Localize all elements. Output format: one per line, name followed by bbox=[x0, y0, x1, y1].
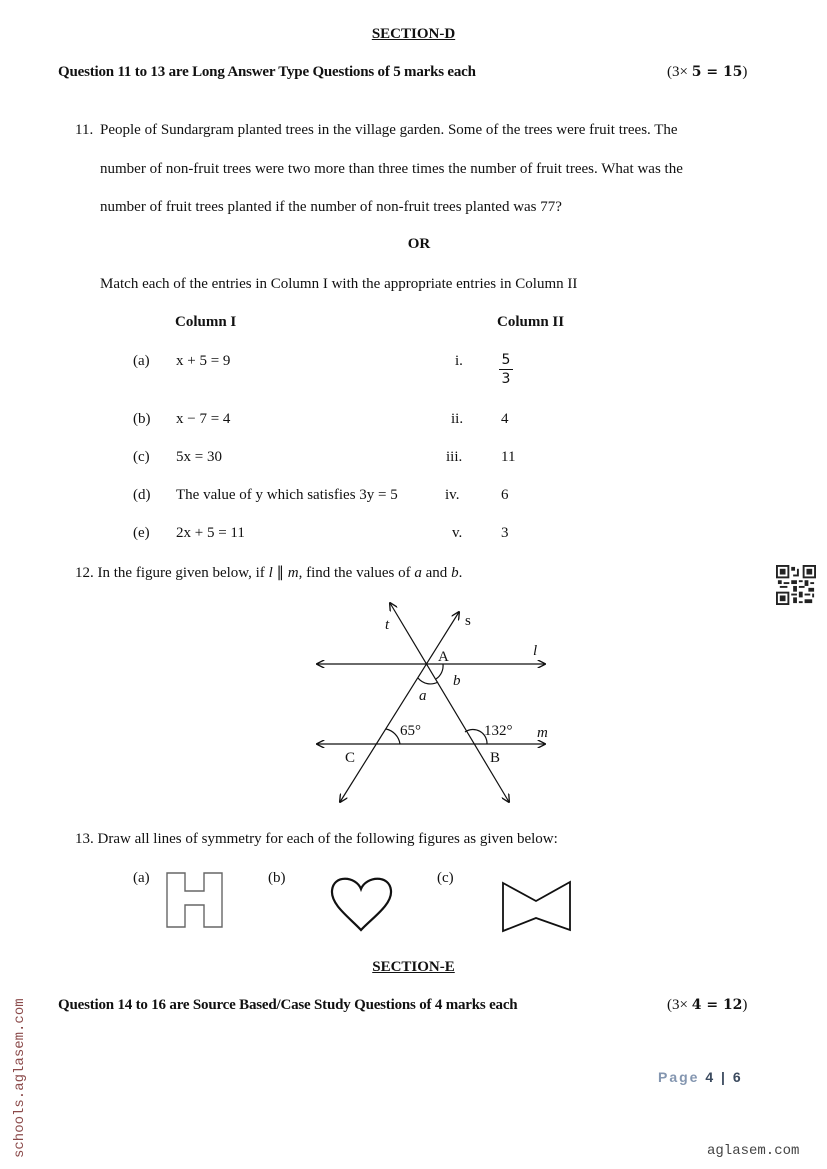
match-intro: Match each of the entries in Column I with the appropriate entries in Column II bbox=[100, 276, 578, 292]
label-B: B bbox=[490, 750, 501, 766]
q12-number: 12. bbox=[75, 565, 94, 581]
row-b-label: (b) bbox=[133, 411, 151, 427]
page-total: 6 bbox=[732, 1069, 743, 1085]
section-d-marks bbox=[667, 64, 747, 81]
fig-b-label: (b) bbox=[268, 870, 286, 886]
marks-expression: 4 = 12 bbox=[691, 997, 743, 1013]
marks-suffix: ) bbox=[742, 64, 748, 80]
row-a-answer-fraction bbox=[499, 352, 513, 387]
parallel-lines-figure bbox=[300, 595, 570, 810]
fraction-numerator: 5 bbox=[501, 352, 511, 368]
angle-65-label: 65° bbox=[400, 723, 421, 739]
angle-132-label: 132° bbox=[484, 723, 513, 739]
var-m: m bbox=[287, 565, 299, 581]
symmetry-figures bbox=[160, 868, 590, 938]
var-b: b bbox=[451, 565, 459, 581]
section-e-title: SECTION-E bbox=[372, 959, 455, 975]
row-e-answer: 3 bbox=[501, 525, 509, 541]
q11-line-3: number of fruit trees planted if the number of non-fruit trees planted was 77? bbox=[100, 199, 562, 215]
q13-text: Draw all lines of symmetry for each of the following figures as given below: bbox=[97, 831, 558, 847]
row-b-answer: 4 bbox=[501, 411, 509, 427]
label-l: l bbox=[533, 643, 538, 659]
marks-suffix: ) bbox=[742, 997, 748, 1013]
row-c-roman: iii. bbox=[446, 449, 463, 465]
watermark-bottom: aglasem.com bbox=[707, 1143, 800, 1159]
marks-prefix: (3× bbox=[667, 64, 688, 80]
q12-text-end: . bbox=[458, 565, 463, 581]
marks-expression: 5 = 15 bbox=[691, 64, 743, 80]
row-c-label: (c) bbox=[133, 449, 150, 465]
label-s: s bbox=[465, 613, 471, 629]
q12-text-mid: , find the values of bbox=[298, 565, 415, 581]
row-d-roman: iv. bbox=[445, 487, 460, 503]
q11-number: 11. bbox=[75, 122, 94, 138]
page-label: Page bbox=[658, 1069, 706, 1085]
q11-line-2: number of non-fruit trees were two more than three times the number of fruit trees. What was the bbox=[100, 161, 683, 177]
row-b-item: x − 7 = 4 bbox=[176, 411, 231, 427]
label-A: A bbox=[438, 649, 449, 665]
row-a-item: x + 5 = 9 bbox=[176, 353, 231, 369]
row-e-roman: v. bbox=[452, 525, 463, 541]
row-c-item: 5x = 30 bbox=[176, 449, 222, 465]
parallel-symbol: ∥ bbox=[272, 565, 288, 581]
line-t bbox=[390, 603, 509, 802]
section-d-title: SECTION-D bbox=[371, 26, 456, 42]
row-a-roman: i. bbox=[455, 353, 463, 369]
label-C: C bbox=[345, 750, 356, 766]
fraction-bar bbox=[499, 369, 513, 370]
qr-code-icon bbox=[776, 565, 816, 605]
var-l: l bbox=[268, 565, 273, 581]
q12-text-pre: In the figure given below, if bbox=[97, 565, 269, 581]
q12-question bbox=[75, 563, 462, 582]
section-e-instruction: Question 14 to 16 are Source Based/Case Study Questions of 4 marks each bbox=[58, 997, 518, 1013]
q12-text-and: and bbox=[421, 565, 452, 581]
var-a: a bbox=[414, 565, 422, 581]
row-a-label: (a) bbox=[133, 353, 150, 369]
column-1-header: Column I bbox=[175, 314, 237, 330]
q11-line-1: People of Sundargram planted trees in the village garden. Some of the trees were fruit trees. The bbox=[100, 122, 678, 138]
row-d-answer: 6 bbox=[501, 487, 509, 503]
angle-b-arc bbox=[436, 664, 443, 679]
row-e-label: (e) bbox=[133, 525, 150, 541]
page-number bbox=[658, 1069, 743, 1085]
marks-prefix: (3× bbox=[667, 997, 688, 1013]
column-2-header: Column II bbox=[497, 314, 565, 330]
label-b: b bbox=[453, 673, 461, 689]
label-t: t bbox=[385, 617, 390, 633]
watermark-side: schools.aglasem.com bbox=[12, 998, 28, 1158]
line-s bbox=[340, 612, 459, 802]
page-separator: | bbox=[715, 1069, 733, 1085]
row-d-label: (d) bbox=[133, 487, 151, 503]
bowtie-shape bbox=[503, 882, 570, 931]
q13-number: 13. bbox=[75, 831, 94, 847]
row-e-item: 2x + 5 = 11 bbox=[176, 525, 245, 541]
angle-65-arc bbox=[386, 729, 400, 744]
section-e-marks bbox=[667, 997, 747, 1014]
section-d-instruction: Question 11 to 13 are Long Answer Type Questions of 5 marks each bbox=[58, 64, 476, 80]
q13-question bbox=[75, 831, 558, 848]
row-d-item: The value of y which satisfies 3y = 5 bbox=[176, 487, 398, 503]
label-m: m bbox=[537, 725, 548, 741]
row-c-answer: 11 bbox=[501, 449, 516, 465]
fig-a-label: (a) bbox=[133, 870, 150, 886]
page-current: 4 bbox=[705, 1069, 716, 1085]
heart-shape bbox=[332, 879, 391, 930]
fraction-denominator: 3 bbox=[501, 371, 511, 387]
label-a: a bbox=[419, 688, 427, 704]
letter-h-shape bbox=[167, 873, 222, 927]
or-separator: OR bbox=[407, 236, 431, 252]
fig-c-label: (c) bbox=[437, 870, 454, 886]
row-b-roman: ii. bbox=[451, 411, 464, 427]
